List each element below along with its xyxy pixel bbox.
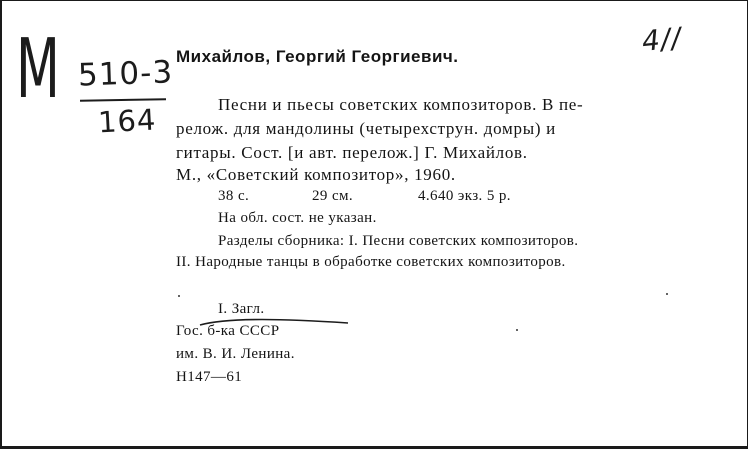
library-line-1: Гос. б-ка СССР — [176, 323, 280, 339]
collation-size: 29 см. — [312, 188, 354, 204]
handwritten-fraction-line — [80, 98, 166, 102]
handwritten-accession-number: 4// — [640, 21, 684, 58]
contents-line-2: II. Народные танцы в обработке советских композиторов. — [176, 254, 566, 270]
contents-line-1: Разделы сборника: I. Песни советских композиторов. — [218, 233, 579, 249]
card-number: Н147—61 — [176, 369, 243, 385]
library-line-2: им. В. И. Ленина. — [176, 346, 295, 362]
handwritten-shelfmark-top: 510-3 — [77, 54, 174, 94]
imprint-line: М., «Советский композитор», 1960. — [176, 165, 456, 184]
title-line-2: релож. для мандолины (четырехструн. домры) и — [176, 119, 556, 138]
collation-copies-price: 4.640 экз. 5 р. — [418, 188, 511, 204]
speck — [516, 329, 518, 331]
speck — [178, 295, 180, 297]
title-line-3: гитары. Сост. [и авт. перелож.] Г. Михайлов. — [176, 143, 528, 162]
speck — [666, 293, 668, 295]
handwritten-letter: М — [16, 22, 60, 117]
note-cover: На обл. сост. не указан. — [218, 210, 377, 226]
handwritten-shelfmark-bottom: 164 — [97, 102, 158, 140]
collation-pages: 38 с. — [218, 188, 250, 204]
title-line-1: Песни и пьесы советских композиторов. В пе- — [218, 95, 584, 114]
tracing-title: I. Загл. — [218, 301, 265, 317]
author-heading: Михайлов, Георгий Георгиевич. — [176, 47, 459, 66]
